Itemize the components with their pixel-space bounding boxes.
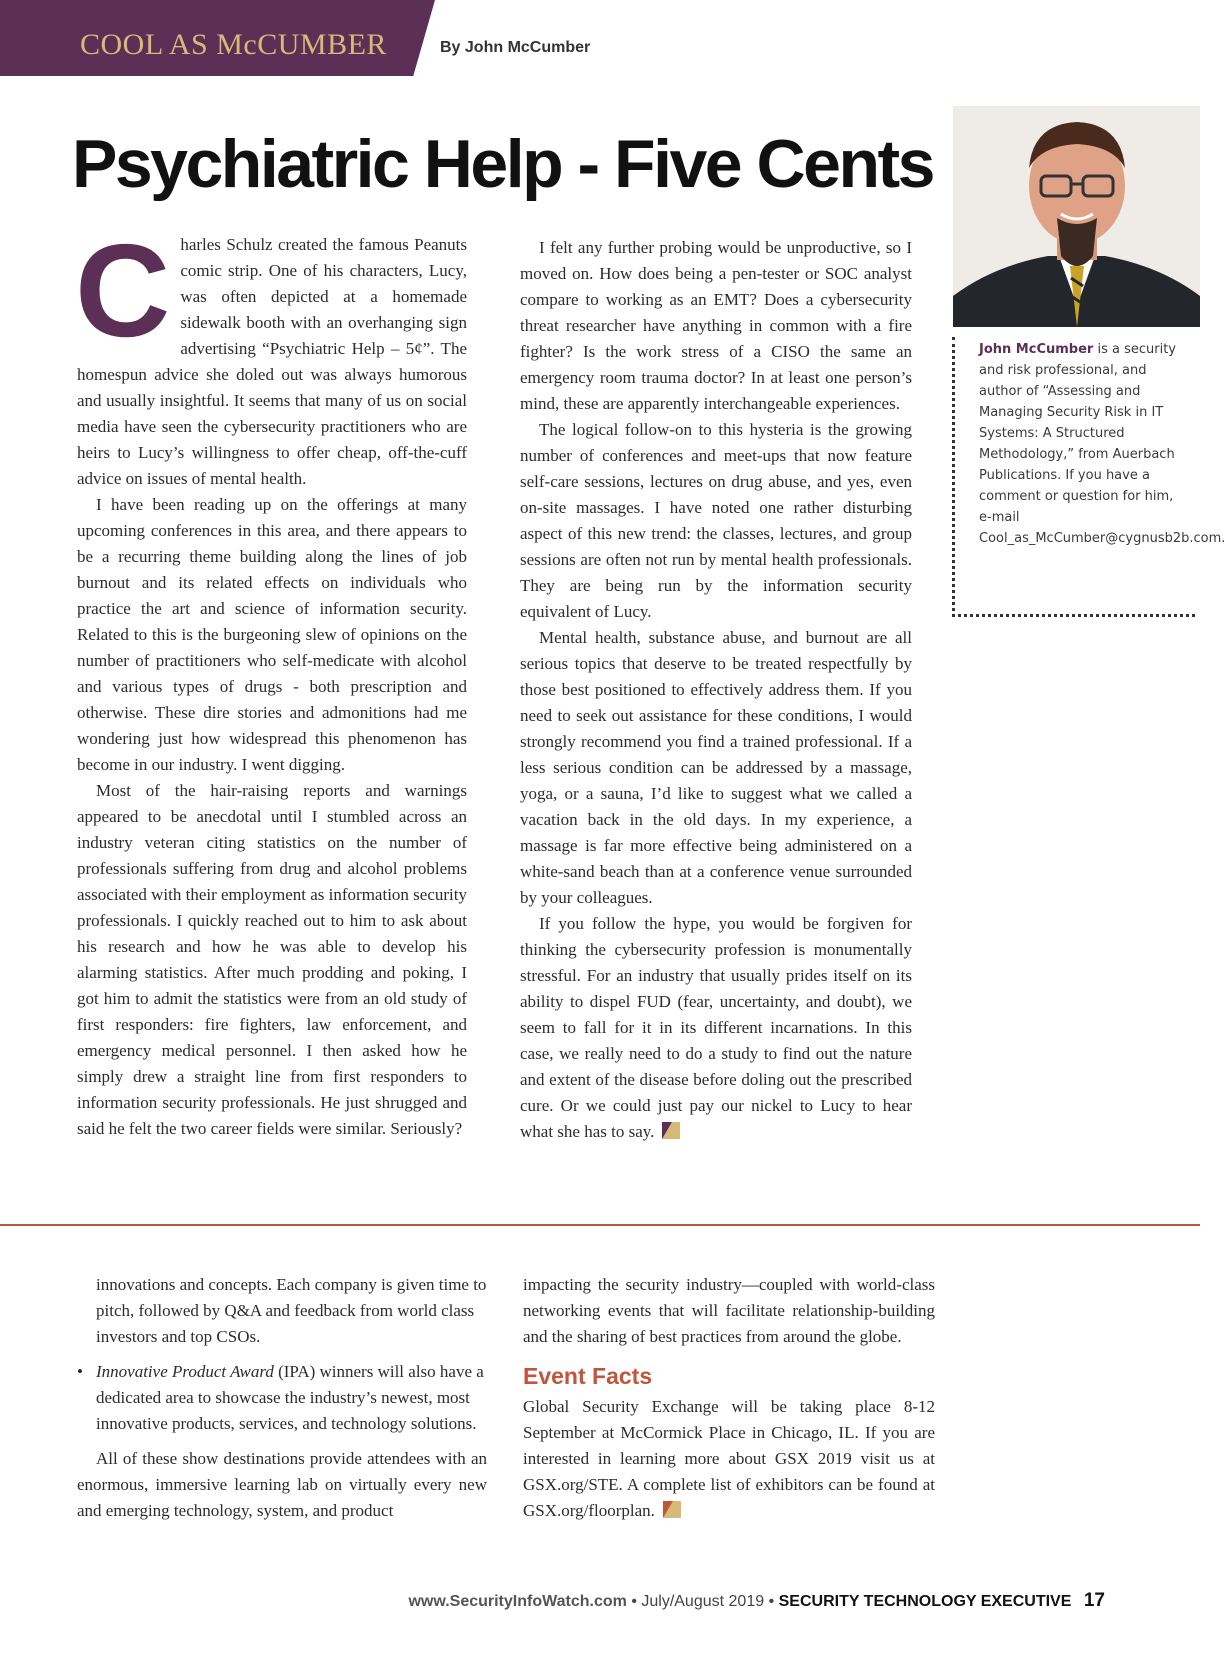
event-facts-text: Global Security Exchange will be taking place 8-12 September at McCormick Place in Chicago, IL. If you are interested in learning more about GSX 2019 visit us at GSX.org/STE. A complete list of exhibitors can be found at GSX.org/floorplan. [523, 1397, 935, 1520]
drop-cap: C [75, 217, 171, 364]
footer-url: www.SecurityInfoWatch.com [408, 1593, 627, 1610]
footer-magazine: SECURITY TECHNOLOGY EXECUTIVE [778, 1593, 1072, 1610]
bullet-item: • Innovative Product Award (IPA) winners will also have a dedicated area to showcase the industry’s newest, most innovative products, services, and technology solutions. [77, 1359, 487, 1437]
lower-paragraph: All of these show destinations provide attendees with an enormous, immersive learning lab on virtually every new and emerging technology, system, and product [77, 1449, 487, 1520]
byline: By John McCumber [440, 39, 591, 56]
footer-separator: • [631, 1593, 642, 1610]
lower-column-left [77, 1272, 487, 1524]
footer-date: July/August 2019 [641, 1593, 765, 1610]
end-mark-icon [662, 1122, 680, 1139]
paragraph-7: If you follow the hype, you would be forgiven for thinking the cybersecurity profession is monumentally stressful. For an industry that usually prides itself on its ability to dispel FUD (fear, uncertainty, and doubt), we seem to fall for it in its different incarnations. In this case, we really need to do a study to find out the nature and extent of the disease before doling out the prescribed cure. Or we could just pay our nickel to Lucy to hear what she has to say. [520, 914, 912, 1141]
award-name: Innovative Product Award [96, 1362, 274, 1381]
paragraph-1: Charles Schulz created the famous Peanuts comic strip. One of his characters, Lucy, was often depicted at a homemade sidewalk booth with an overhanging sign advertising “Psychiatric Help – 5¢”. The homespun advice she doled out was always humorous and usually insightful. It seems that many of us on social media have seen the cybersecurity practitioners who are heirs to Lucy’s willingness to offer cheap, off-the-cuff advice on issues of mental health. [75, 217, 467, 488]
author-photo [953, 106, 1200, 327]
paragraph-6: Mental health, substance abuse, and burnout are all serious topics that deserve to be treated respectfully by those best positioned to effectively address them. If you need to seek out assistance for these conditions, I would strongly recommend you find a trained professional. If a less serious condition can be addressed by a massage, yoga, or a sauna, I’d like to suggest what we called a vacation back in the old days. In my experience, a massage is far more effective being administered on a white-sand beach than at a conference venue surrounded by your colleagues. [520, 628, 912, 907]
bio-text: is a security and risk professional, and author of “Assessing and Managing Security Risk in IT Systems: A Structured Methodology,” from Auerbach Publications. If you have a comment or question for him, e-mail Cool_as_McCumber@cygnusb2b.com. [979, 342, 1225, 546]
author-portrait [953, 106, 1200, 327]
article-column-left [75, 217, 467, 1142]
end-mark-icon [663, 1501, 681, 1518]
lower-intro-text: innovations and concepts. Each company is given time to pitch, followed by Q&A and feedback from world class investors and top CSOs. [96, 1275, 487, 1346]
article-column-right [520, 235, 912, 1145]
page-number: 17 [1083, 1590, 1105, 1611]
lower-right-intro: impacting the security industry—coupled with world-class networking events that will facilitate relationship-building and the sharing of best practices from around the globe. [523, 1275, 935, 1346]
section-divider [0, 1224, 1200, 1226]
event-facts-heading: Event Facts [523, 1363, 653, 1389]
paragraph-3: Most of the hair-raising reports and warnings appeared to be anecdotal until I stumbled across an industry veteran citing statistics on the number of professionals suffering from drug and alcohol problems associated with their employment as information security professionals. I quickly reached out to him to ask about his research and how he was able to develop his alarming statistics. After much prodding and poking, I got him to admit the statistics were from an old study of first responders: fire fighters, law enforcement, and emergency medical personnel. I then asked how he simply drew a straight line from first responders to information security professionals. He just shrugged and said he felt the two career fields were similar. Seriously? [77, 781, 467, 1138]
headline: Psychiatric Help - Five Cents [72, 126, 933, 202]
author-bio [979, 339, 1225, 549]
lower-column-right [523, 1272, 935, 1524]
page-footer [408, 1590, 1105, 1612]
paragraph-5: The logical follow-on to this hysteria is the growing number of conferences and meet-ups that now feature self-care sessions, lectures on drug abuse, and yes, even on-site massages. I have noted one rather disturbing aspect of this new trend: the classes, lectures, and group sessions are often not run by mental health professionals. They are being run by the information security equivalent of Lucy. [520, 420, 912, 621]
paragraph-4: I felt any further probing would be unproductive, so I moved on. How does being a pen-tester or SOC analyst compare to working as an EMT? Does a cybersecurity threat researcher have anything in common with a fire fighter? Is the work stress of a CISO the same an emergency room trauma doctor? In at least one person’s mind, these are apparently interchangeable experiences. [520, 238, 912, 413]
footer-separator: • [768, 1593, 779, 1610]
bio-name: John McCumber [979, 342, 1094, 357]
author-bio-box [952, 337, 1225, 617]
column-name: COOL AS McCUMBER [80, 28, 387, 61]
paragraph-2: I have been reading up on the offerings at many upcoming conferences in this area, and there appears to be a recurring theme building along the lines of job burnout and its related effects on individuals who practice the art and science of information security. Related to this is the burgeoning slew of opinions on the number of practitioners who self-medicate with alcohol and various types of drugs - both prescription and otherwise. These dire stories and admonitions had me wondering just how widespread this phenomenon has become in our industry. I went digging. [77, 495, 467, 774]
